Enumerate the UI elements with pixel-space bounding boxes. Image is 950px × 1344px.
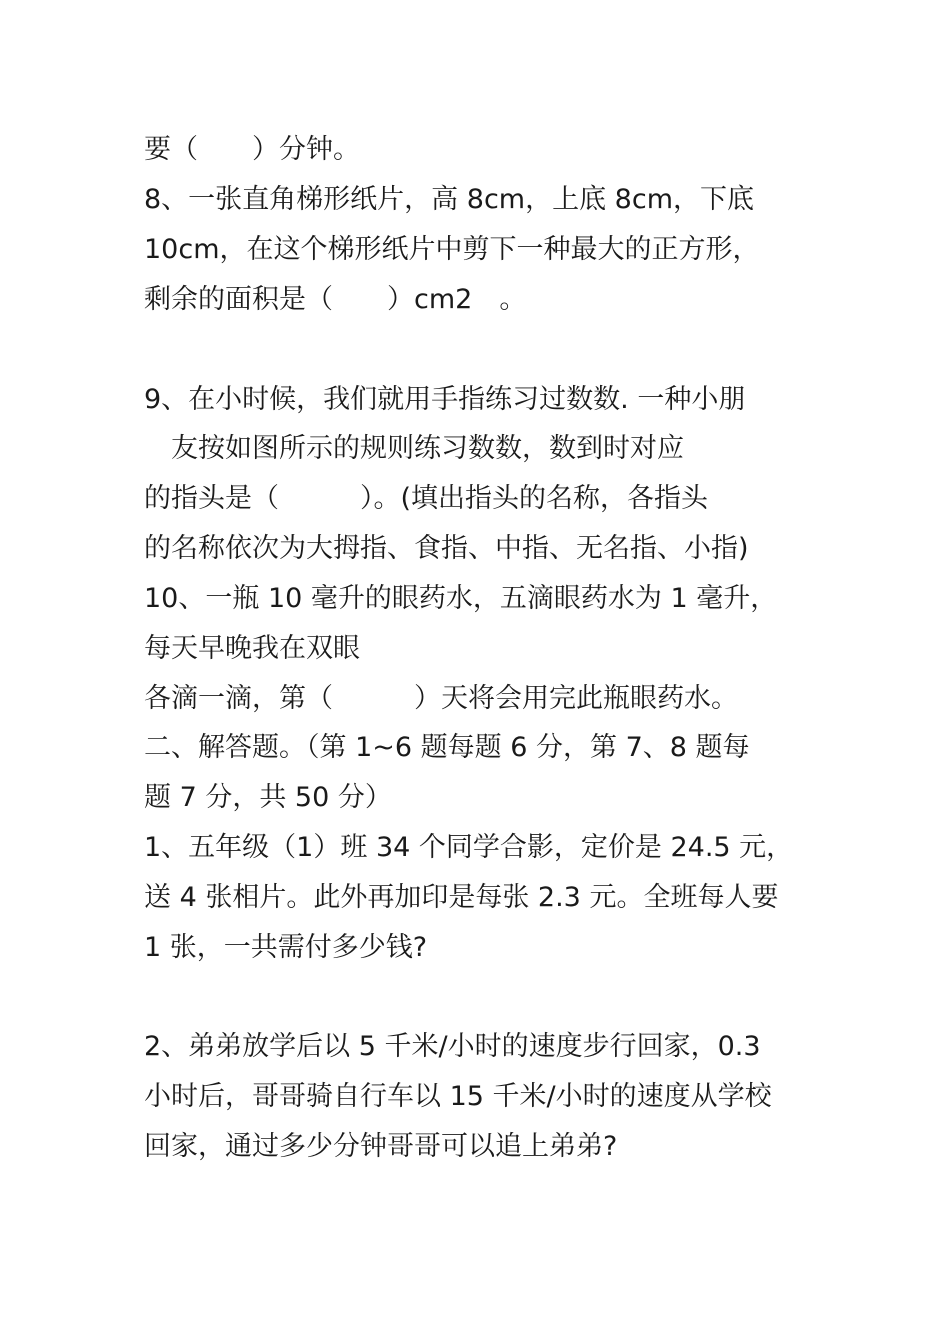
problem-1-line-3: 1 张，一共需付多少钱?	[144, 932, 428, 963]
question-10-line-1: 10、一瓶 10 毫升的眼药水，五滴眼药水为 1 毫升，	[144, 583, 778, 614]
problem-2-line-1: 2、弟弟放学后以 5 千米/小时的速度步行回家，0.3	[144, 1031, 761, 1062]
problem-1-line-1: 1、五年级（1）班 34 个同学合影，定价是 24.5 元，	[144, 832, 794, 863]
question-8-line-1: 8、一张直角梯形纸片，高 8cm，上底 8cm，下底	[144, 184, 754, 215]
question-9-line-4: 的名称依次为大拇指、食指、中指、无名指、小指)	[144, 533, 749, 564]
question-10-line-2: 每天早晚我在双眼	[144, 633, 360, 664]
problem-2-line-3: 回家，通过多少分钟哥哥可以追上弟弟?	[144, 1131, 618, 1162]
problem-1-line-2: 送 4 张相片。此外再加印是每张 2.3 元。全班每人要	[144, 882, 779, 913]
question-9-line-1: 9、在小时候，我们就用手指练习过数数. 一种小朋	[144, 384, 746, 415]
question-9-line-2: 友按如图所示的规则练习数数，数到时对应	[144, 433, 684, 464]
question-8-line-2: 10cm，在这个梯形纸片中剪下一种最大的正方形，	[144, 234, 760, 265]
section-heading-line-2: 题 7 分，共 50 分）	[144, 782, 392, 813]
section-heading-line-1: 二、解答题。（第 1~6 题每题 6 分，第 7、8 题每	[144, 732, 750, 763]
question-10-line-3: 各滴一滴，第（ ）天将会用完此瓶眼药水。	[144, 683, 738, 714]
question-9-line-3: 的指头是（ ）。(填出指头的名称，各指头	[144, 483, 709, 514]
text-line: 要（ ）分钟。	[144, 134, 360, 165]
problem-2-line-2: 小时后，哥哥骑自行车以 15 千米/小时的速度从学校	[144, 1081, 772, 1112]
question-8-line-3: 剩余的面积是（ ）cm2 。	[144, 284, 527, 315]
